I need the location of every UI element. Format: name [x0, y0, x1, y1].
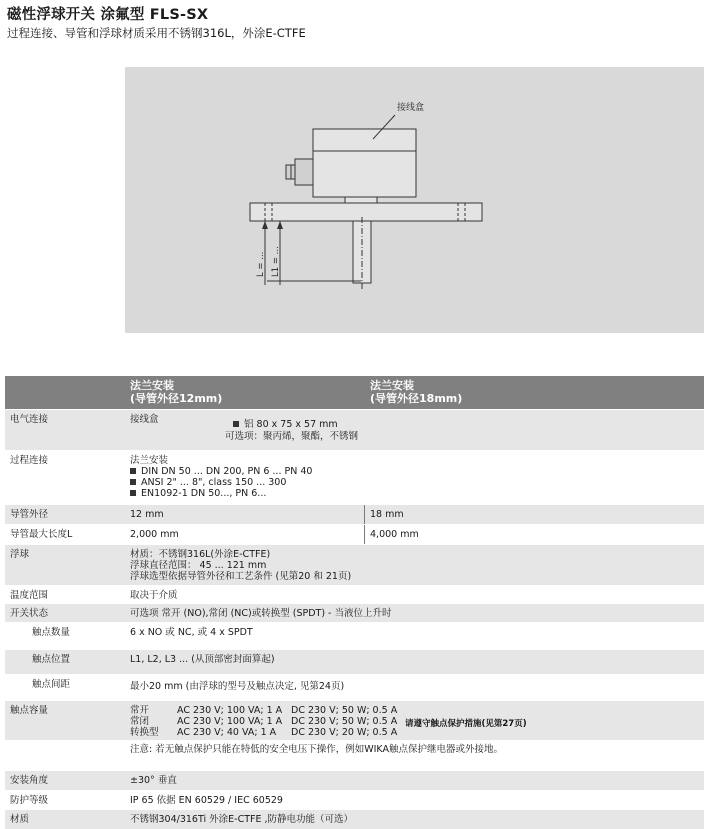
- table-row-tube-length: [5, 524, 704, 544]
- capacity-dc-value: DC 230 V; 50 W; 0.5 A: [291, 716, 398, 727]
- capacity-types: [130, 705, 159, 738]
- cable-gland-shape: [295, 159, 313, 185]
- capacity-ac-value: AC 230 V; 100 VA; 1 A: [177, 705, 283, 716]
- product-drawing: [125, 67, 704, 333]
- dimension-l-label: L = ...: [256, 251, 266, 277]
- table-row-switch-state: [5, 603, 704, 622]
- row-value-text: 材质：不锈钢316L(外涂E-CTFE): [130, 549, 271, 560]
- capacity-ac: [177, 705, 282, 738]
- table-row-tube-od: [5, 504, 704, 524]
- row-label: 材质: [10, 814, 30, 825]
- header-col1: [130, 379, 222, 405]
- table-row-contact-count: [5, 622, 704, 649]
- row-value: 12 mm: [130, 509, 164, 520]
- row-value: 不锈钢304/316Ti 外涂E-CTFE ,防静电功能（可选）: [130, 814, 354, 825]
- row-value: IP 65 依据 EN 60529 / IEC 60529: [130, 795, 283, 806]
- row-value-text: 法兰安装: [130, 455, 169, 466]
- flange-shape: [250, 203, 482, 221]
- row-label: 电气连接: [10, 414, 49, 425]
- capacity-dc-value: DC 230 V; 50 W; 0.5 A: [291, 705, 398, 716]
- table-row-mount-angle: [5, 770, 704, 790]
- table-row-process: [5, 450, 704, 504]
- table-row-contact-position: [5, 649, 704, 674]
- bullet-text: EN1092-1 DN 50..., PN 6...: [141, 488, 267, 499]
- header-col1-subtitle: (导管外径12mm): [130, 392, 223, 405]
- row-value: 注意: 若无触点保护只能在特低的安全电压下操作，例如WIKA触点保护继电器或外接地。: [130, 744, 503, 755]
- row-value: 最小20 mm (由浮球的型号及触点决定, 见第24页): [130, 681, 345, 692]
- row-label: 触点容量: [10, 705, 49, 716]
- row-label: 过程连接: [10, 455, 49, 466]
- capacity-type: 常开: [130, 705, 150, 716]
- row-value: 可选项：聚丙烯，聚酯，不锈钢: [225, 431, 359, 442]
- callout-label: 接线盒: [397, 103, 425, 113]
- row-value: [233, 419, 338, 430]
- table-row-electrical: [5, 409, 704, 450]
- row-label: 触点间距: [32, 679, 71, 690]
- bullet-square-icon: [130, 490, 136, 496]
- bullet-text: DIN DN 50 ... DN 200, PN 6 ... PN 40: [141, 466, 313, 477]
- row-value: ±30° 垂直: [130, 775, 177, 786]
- header-col2-title: 法兰安装: [370, 379, 414, 392]
- table-row-float: [5, 544, 704, 585]
- drawing-svg: [125, 67, 704, 333]
- capacity-note: 请遵守触点保护措施(见第27页): [405, 719, 527, 729]
- row-label: 导管最大长度L: [10, 529, 73, 540]
- row-label: 安装角度: [10, 775, 49, 786]
- capacity-type: 转换型: [130, 727, 159, 738]
- row-label: 温度范围: [10, 590, 49, 601]
- row-value: 2,000 mm: [130, 529, 179, 540]
- row-value: [130, 549, 351, 582]
- dimension-l1-label: L1 = ...: [271, 246, 281, 277]
- header-col1-title: 法兰安装: [130, 379, 174, 392]
- table-row-temperature: [5, 585, 704, 603]
- row-value: [130, 455, 312, 499]
- row-value: 可选项 常开 (NO),常闭 (NC)或转换型 (SPDT) - 当液位上升时: [130, 608, 392, 619]
- bullet-square-icon: [130, 468, 136, 474]
- capacity-type: 常闭: [130, 716, 150, 727]
- row-value: 4,000 mm: [370, 529, 419, 540]
- row-label: 触点位置: [32, 654, 71, 665]
- bullet-item: [130, 466, 312, 477]
- row-label: 开关状态: [10, 608, 49, 619]
- column-divider: [364, 505, 365, 524]
- row-value-text: 铝 80 x 75 x 57 mm: [244, 419, 338, 430]
- row-value-text: 浮球选型依据导管外径和工艺条件 (见第20 和 21页): [130, 571, 352, 582]
- row-value: 6 x NO 或 NC, 或 4 x SPDT: [130, 627, 253, 638]
- capacity-dc: [291, 705, 397, 738]
- row-value: 18 mm: [370, 509, 404, 520]
- header-col2: [370, 379, 462, 405]
- bullet-item: [130, 477, 312, 488]
- table-row-contact-capacity: [5, 700, 704, 740]
- row-value-text: 浮球直径范围： 45 ... 121 mm: [130, 560, 267, 571]
- bullet-text: ANSI 2" ... 8", class 150 ... 300: [141, 477, 287, 488]
- row-value: 取决于介质: [130, 590, 178, 601]
- spec-table-header: [5, 376, 704, 409]
- row-label: 浮球: [10, 549, 30, 560]
- junction-box-shape: [313, 129, 416, 197]
- row-label: 导管外径: [10, 509, 49, 520]
- page-title: 磁性浮球开关 涂氟型 FLS-SX: [7, 7, 209, 23]
- table-row-material: [5, 809, 704, 829]
- spec-table: [5, 376, 704, 829]
- table-row-contact-spacing: [5, 674, 704, 700]
- column-divider: [364, 525, 365, 544]
- row-value: 接线盒: [130, 414, 159, 425]
- table-row-capacity-note: [5, 740, 704, 770]
- bullet-item: [130, 488, 312, 499]
- table-row-protection: [5, 790, 704, 809]
- row-value: L1, L2, L3 ... (从顶部密封面算起): [130, 654, 275, 665]
- header-col2-subtitle: (导管外径18mm): [370, 392, 463, 405]
- row-label: 防护等级: [10, 795, 49, 806]
- capacity-ac-value: AC 230 V; 100 VA; 1 A: [177, 716, 283, 727]
- bullet-square-icon: [233, 421, 239, 427]
- page-subtitle: 过程连接、导管和浮球材质采用不锈钢316L，外涂E-CTFE: [7, 26, 306, 40]
- bullet-square-icon: [130, 479, 136, 485]
- capacity-ac-value: AC 230 V; 40 VA; 1 A: [177, 727, 277, 738]
- row-label: 触点数量: [32, 627, 71, 638]
- capacity-dc-value: DC 230 V; 20 W; 0.5 A: [291, 727, 398, 738]
